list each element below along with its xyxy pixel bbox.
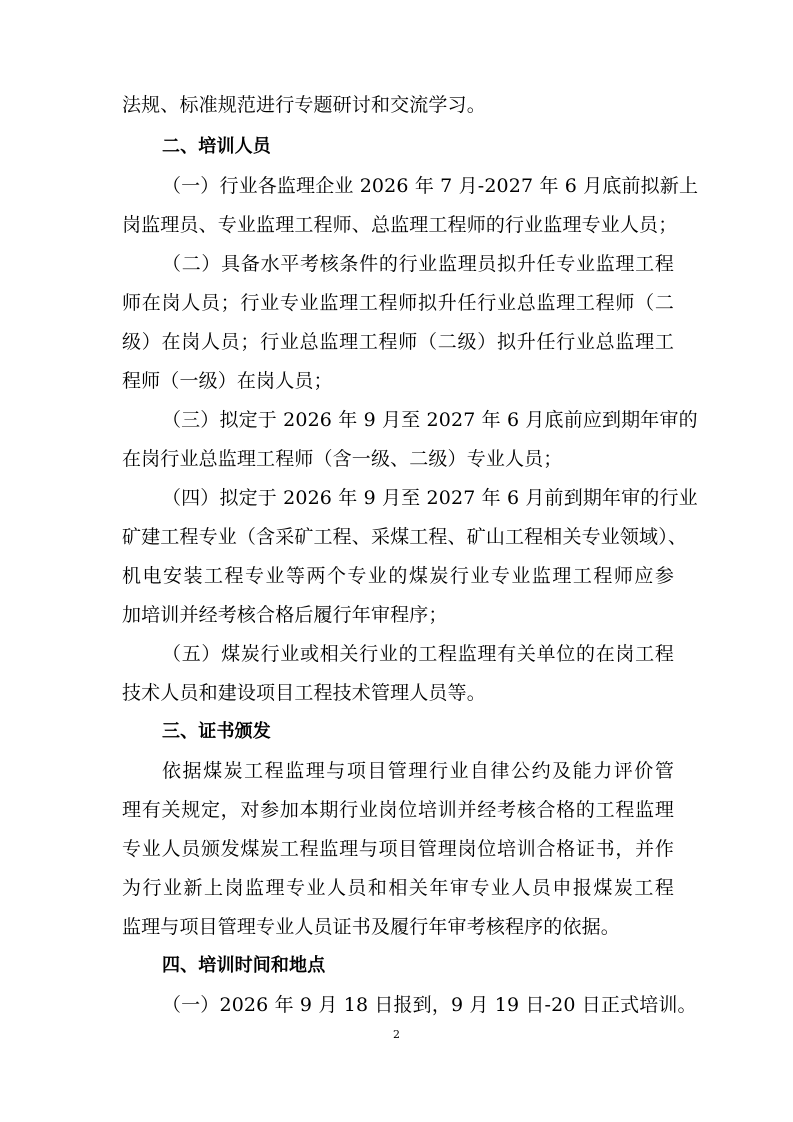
section-2-item-4-line-2: 矿建工程专业（含采矿工程、采煤工程、矿山工程相关专业领域）、 (122, 526, 688, 548)
page-number: 2 (393, 1028, 400, 1041)
section-2-item-2-line-1: （二）具备水平考核条件的行业监理员拟升任专业监理工程 (162, 253, 674, 275)
section-3-para-line-3: 专业人员颁发煤炭工程监理与项目管理岗位培训合格证书，并作 (122, 838, 674, 860)
section-4-item-1-line-1: （一）2026 年 9 月 18 日报到，9 月 19 日-20 日正式培训。 (162, 994, 697, 1016)
section-2-item-2-line-2: 师在岗人员；行业专业监理工程师拟升任行业总监理工程师（二 (122, 292, 674, 314)
section-4-heading: 四、培训时间和地点 (162, 955, 326, 976)
section-2-item-1-line-2: 岗监理员、专业监理工程师、总监理工程师的行业监理专业人员； (122, 214, 678, 236)
section-2-item-4-line-4: 加培训并经考核合格后履行年审程序； (122, 604, 448, 626)
section-2-heading: 二、培训人员 (162, 136, 271, 157)
section-2-item-5-line-2: 技术人员和建设项目工程技术管理人员等。 (122, 682, 486, 704)
section-3-para-line-4: 为行业新上岗监理专业人员和相关年审专业人员申报煤炭工程 (122, 877, 674, 899)
section-2-item-5-line-1: （五）煤炭行业或相关行业的工程监理有关单位的在岗工程 (162, 643, 674, 665)
section-2-item-4-line-3: 机电安装工程专业等两个专业的煤炭行业专业监理工程师应参 (122, 565, 674, 587)
section-3-heading: 三、证书颁发 (162, 721, 271, 742)
section-2-item-2-line-3: 级）在岗人员；行业总监理工程师（二级）拟升任行业总监理工 (122, 331, 674, 353)
section-2-item-3-line-2: 在岗行业总监理工程师（含一级、二级）专业人员； (122, 448, 563, 470)
section-2-item-4-line-1: （四）拟定于 2026 年 9 月至 2027 年 6 月前到期年审的行业 (162, 487, 698, 509)
section-3-para-line-1: 依据煤炭工程监理与项目管理行业自律公约及能力评价管 (162, 760, 674, 782)
section-2-item-2-line-4: 程师（一级）在岗人员； (122, 370, 333, 392)
section-2-item-3-line-1: （三）拟定于 2026 年 9 月至 2027 年 6 月底前应到期年审的 (162, 409, 698, 431)
section-3-para-line-5: 监理与项目管理专业人员证书及履行年审考核程序的依据。 (122, 916, 620, 938)
section-2-item-1-line-1: （一）行业各监理企业 2026 年 7 月-2027 年 6 月底前拟新上 (162, 175, 699, 197)
intro-tail-line: 法规、标准规范进行专题研讨和交流学习。 (122, 94, 486, 116)
section-3-para-line-2: 理有关规定，对参加本期行业岗位培训并经考核合格的工程监理 (122, 799, 674, 821)
